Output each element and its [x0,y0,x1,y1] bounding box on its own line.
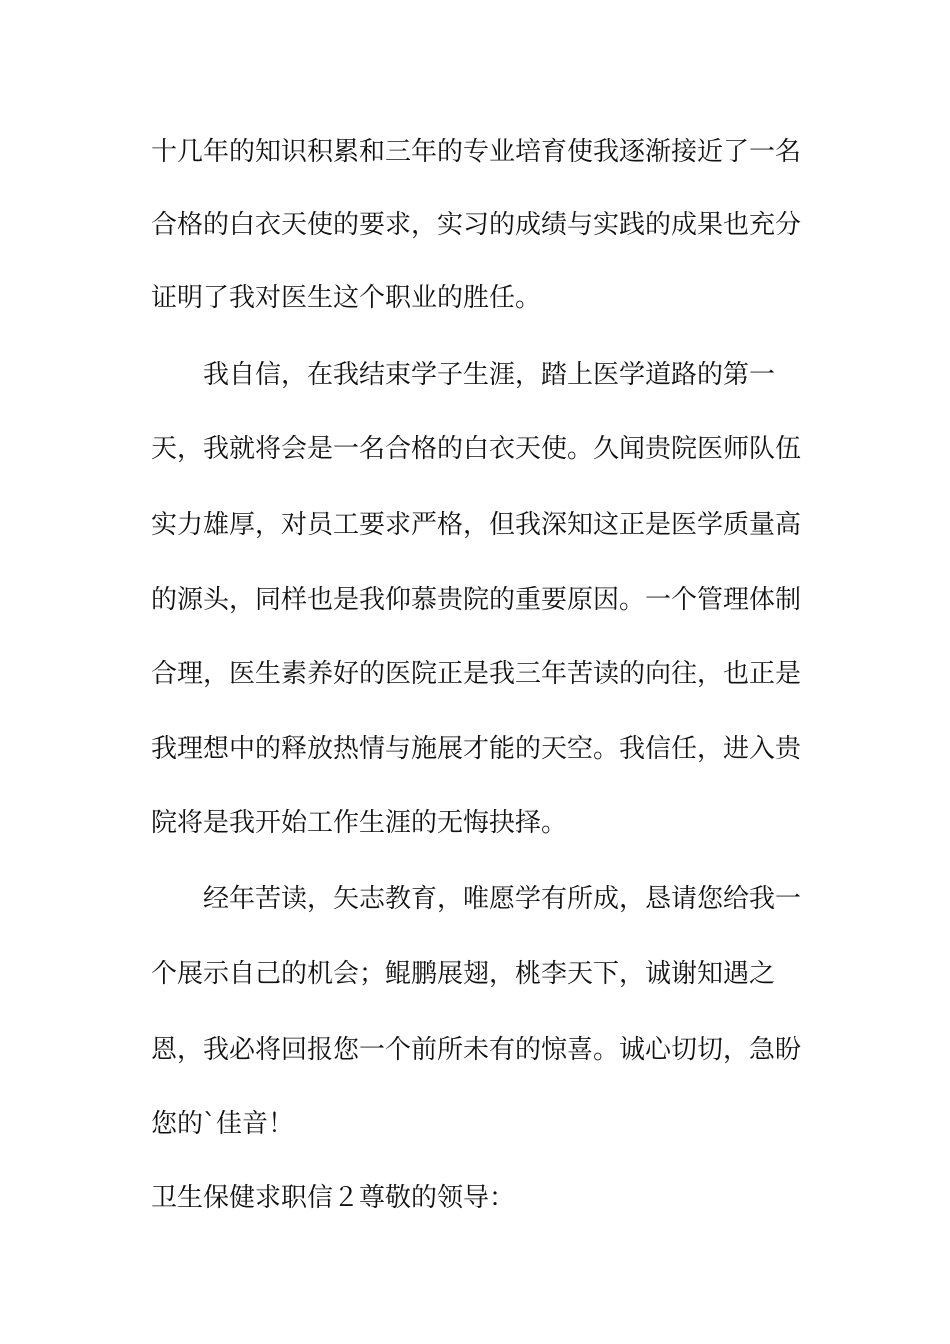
text-line-3: 证明了我对医生这个职业的胜任。 [151,283,542,313]
text-line-1: 十几年的知识积累和三年的专业培育使我逐渐接近了一名 [151,137,802,167]
text-line-14: 您的`佳音！ [151,1109,295,1139]
text-line-10: 院将是我开始工作生涯的无悔抉择。 [151,808,568,838]
text-line-5: 天，我就将会是一名合格的白衣天使。久闻贵院医师队伍 [151,434,802,464]
text-line-6: 实力雄厚，对员工要求严格，但我深知这正是医学质量高 [151,510,802,540]
text-line-2: 合格的白衣天使的要求，实习的成绩与实践的成果也充分 [151,210,802,240]
text-line-12: 个展示自己的机会；鲲鹏展翅，桃李天下，诚谢知遇之 [151,959,776,989]
text-line-9: 我理想中的释放热情与施展才能的天空。我信任，进入贵 [151,734,802,764]
text-line-11: 经年苦读，矢志教育，唯愿学有所成，恳请您给我一 [203,884,802,914]
text-line-4: 我自信，在我结束学子生涯，踏上医学道路的第一 [203,360,776,390]
text-line-13: 恩，我必将回报您一个前所未有的惊喜。诚心切切，急盼 [151,1035,802,1065]
text-line-8: 合理，医生素养好的医院正是我三年苦读的向往，也正是 [151,659,802,689]
text-line-15: 卫生保健求职信２尊敬的领导： [151,1183,516,1213]
text-line-7: 的源头，同样也是我仰慕贵院的重要原因。一个管理体制 [151,585,802,615]
